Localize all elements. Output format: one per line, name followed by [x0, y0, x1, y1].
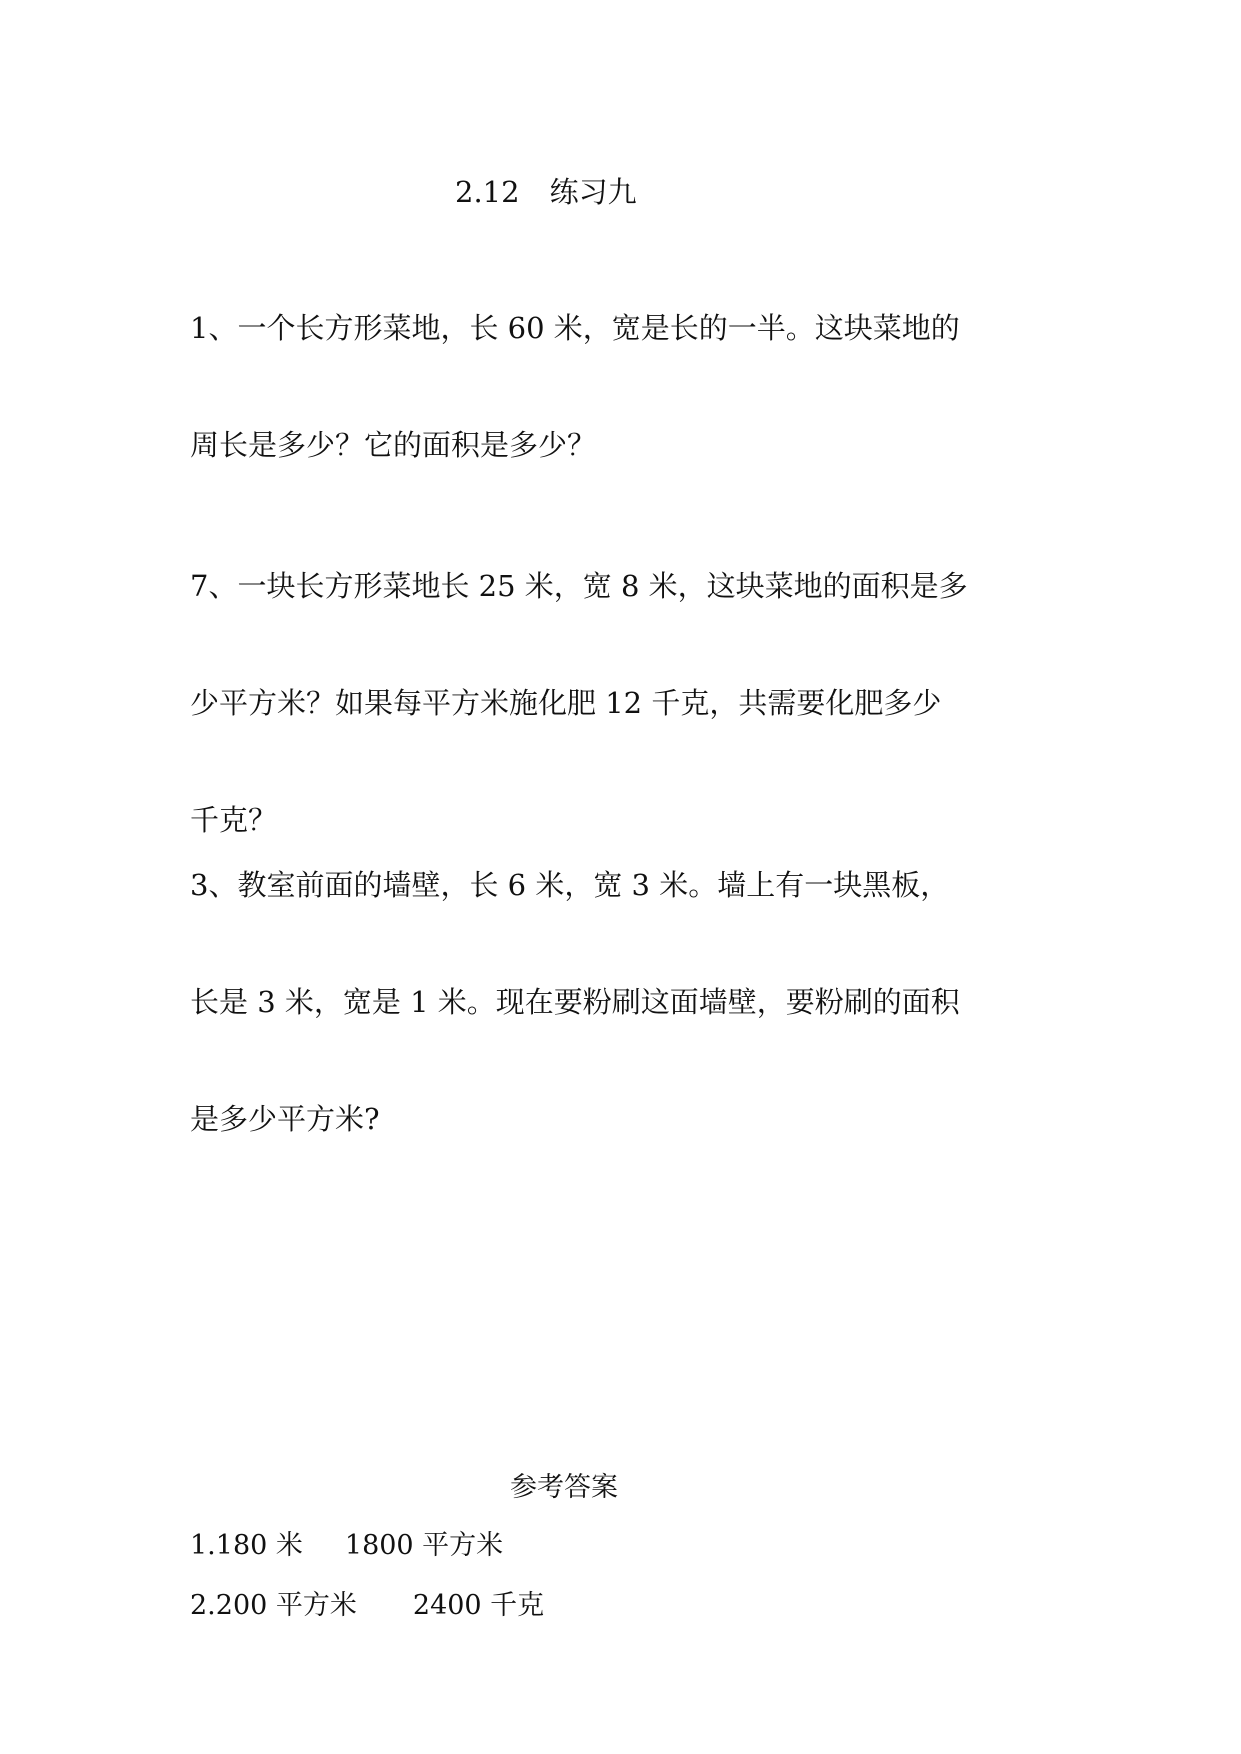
title-number: 2.12: [455, 175, 520, 209]
page-title: [455, 170, 637, 211]
answers-heading: 参考答案: [510, 1472, 618, 1503]
question-line: 是多少平方米?: [190, 1102, 380, 1136]
answer-2-part-b: 2400 千克: [412, 1590, 545, 1621]
title-text: 练习九: [549, 175, 637, 209]
question-line: 7、一块长方形菜地长 25 米，宽 8 米，这块菜地的面积是多: [190, 569, 968, 603]
question-line: 千克？: [190, 803, 278, 837]
answer-2-part-a: 2.200 平方米: [190, 1590, 357, 1621]
question-3: [190, 788, 1070, 1217]
question-line: 1、一个长方形菜地，长 60 米，宽是长的一半。这块菜地的: [190, 311, 960, 345]
answer-1-part-a: 1.180 米: [190, 1530, 303, 1561]
question-line: 周长是多少？它的面积是多少？: [190, 428, 597, 462]
question-line: 3、教室前面的墙壁，长 6 米，宽 3 米。墙上有一块黑板，: [190, 868, 950, 902]
answer-1-part-b: 1800 平方米: [344, 1530, 504, 1561]
question-line: 长是 3 米，宽是 1 米。现在要粉刷这面墙壁，要粉刷的面积: [190, 985, 960, 1019]
question-line: 少平方米？如果每平方米施化肥 12 千克，共需要化肥多少: [190, 686, 942, 720]
answer-1: [190, 1523, 503, 1562]
answer-2: [190, 1583, 544, 1622]
